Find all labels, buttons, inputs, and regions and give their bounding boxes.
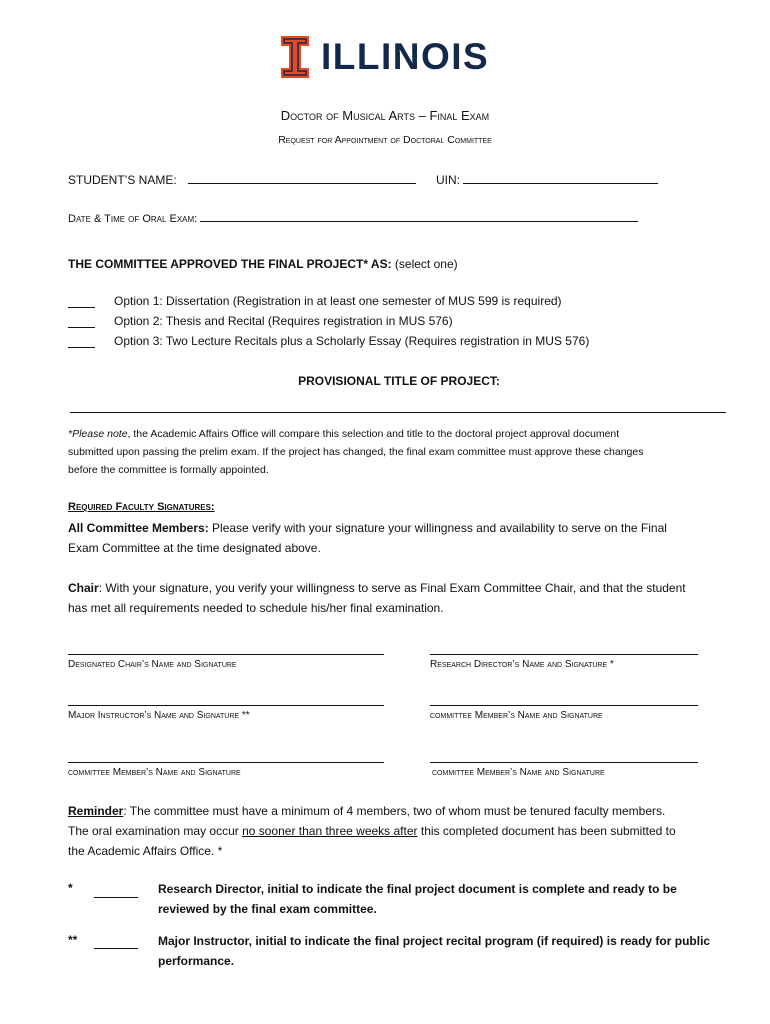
signature-line-member-2[interactable] [68,762,384,763]
signature-caption-member-2: committee Member’s Name and Signature [68,767,241,778]
reminder-text-2b: no sooner than three weeks after [242,824,418,838]
initial-text-research-director-1: Research Director, initial to indicate the final project document is complete and ready to be [158,882,677,896]
signature-caption-member-1: committee Member’s Name and Signature [430,710,603,721]
uin-label: UIN: [436,173,460,187]
signature-line-member-3[interactable] [430,762,698,763]
committee-heading-text: THE COMMITTEE APPROVED THE FINAL PROJECT* AS: [68,257,392,271]
option-1-label: Option 1: Dissertation (Registration in at least one semester of MUS 599 is required) [114,294,562,308]
project-note [68,425,728,479]
initial-text-research-director [158,879,748,919]
signatures-heading: Required Faculty Signatures: [68,501,215,513]
page-title: Doctor of Musical Arts – Final Exam [280,108,490,123]
note-line-1: , the Academic Affairs Office will compare this selection and title to the doctoral project approval document [127,428,620,440]
date-time-field[interactable] [68,210,638,225]
option-3-checkbox[interactable] [68,336,95,348]
members-label: All Committee Members: [68,521,209,535]
initial-blank-major-instructor[interactable] [94,937,138,949]
signature-caption-chair: Designated Chair’s Name and Signature [68,659,237,670]
option-2-checkbox[interactable] [68,316,95,328]
signature-caption-member-3: committee Member’s Name and Signature [432,767,605,778]
members-paragraph [68,518,738,558]
project-title-line[interactable] [70,412,726,413]
initial-marker-major-instructor: ** [68,933,78,947]
chair-text-1: : With your signature, you verify your willingness to serve as Final Exam Committee Chair, and that the student [98,581,686,595]
student-name-blank[interactable] [188,172,416,184]
select-hint: (select one) [394,257,458,271]
initial-text-major-instructor-2: performance. [158,954,235,968]
illinois-logo [281,36,489,78]
note-line-3: before the committee is formally appointed. [68,464,269,476]
signature-line-research-director[interactable] [430,654,698,655]
note-prefix: *Please note [68,428,128,440]
option-1-checkbox[interactable] [68,296,95,308]
signature-caption-research-director: Research Director’s Name and Signature * [430,659,614,670]
reminder-label: Reminder [68,804,124,818]
project-title-label: PROVISIONAL TITLE OF PROJECT: [298,374,500,388]
logo-wordmark: ILLINOIS [321,36,490,77]
chair-paragraph [68,578,748,618]
initial-text-major-instructor-1: Major Instructor, initial to indicate the final project recital program (if required) is ready for public [158,934,711,948]
initial-text-research-director-2: reviewed by the final exam committee. [158,902,377,916]
chair-label: Chair [68,581,99,595]
members-text-2: Exam Committee at the time designated above. [68,541,321,555]
uin-field[interactable] [436,172,658,187]
initial-text-major-instructor [158,931,753,971]
reminder-text-2a: The oral examination may occur [68,824,243,838]
initial-marker-research-director: * [68,881,73,895]
student-name-field[interactable] [68,172,416,187]
date-time-label: Date & Time of Oral Exam: [68,213,198,225]
signature-line-major-instructor[interactable] [68,705,384,706]
members-text-1: Please verify with your signature your willingness and availability to serve on the Final [208,521,667,535]
page-subtitle: Request for Appointment of Doctoral Committee [278,134,492,146]
signature-line-chair[interactable] [68,654,384,655]
reminder-paragraph [68,801,748,861]
committee-heading [68,257,458,271]
date-time-blank[interactable] [200,210,638,222]
block-i-logo-icon [281,36,309,78]
option-3-label: Option 3: Two Lecture Recitals plus a Scholarly Essay (Requires registration in MUS 576) [114,334,590,348]
reminder-text-1: : The committee must have a minimum of 4 members, two of whom must be tenured faculty members. [123,804,666,818]
reminder-text-3: the Academic Affairs Office. * [68,844,223,858]
option-2-label: Option 2: Thesis and Recital (Requires registration in MUS 576) [114,314,453,328]
reminder-text-2c: this completed document has been submitted to [417,824,676,838]
signature-caption-major-instructor: Major Instructor’s Name and Signature ** [68,710,250,721]
signature-line-member-1[interactable] [430,705,698,706]
note-line-2: submitted upon passing the prelim exam. If the project has changed, the final exam committee must approve these changes [68,446,644,458]
student-name-label: STUDENT’S NAME: [68,173,177,187]
uin-blank[interactable] [463,172,658,184]
initial-blank-research-director[interactable] [94,886,138,898]
chair-text-2: has met all requirements needed to schedule his/her final examination. [68,601,444,615]
